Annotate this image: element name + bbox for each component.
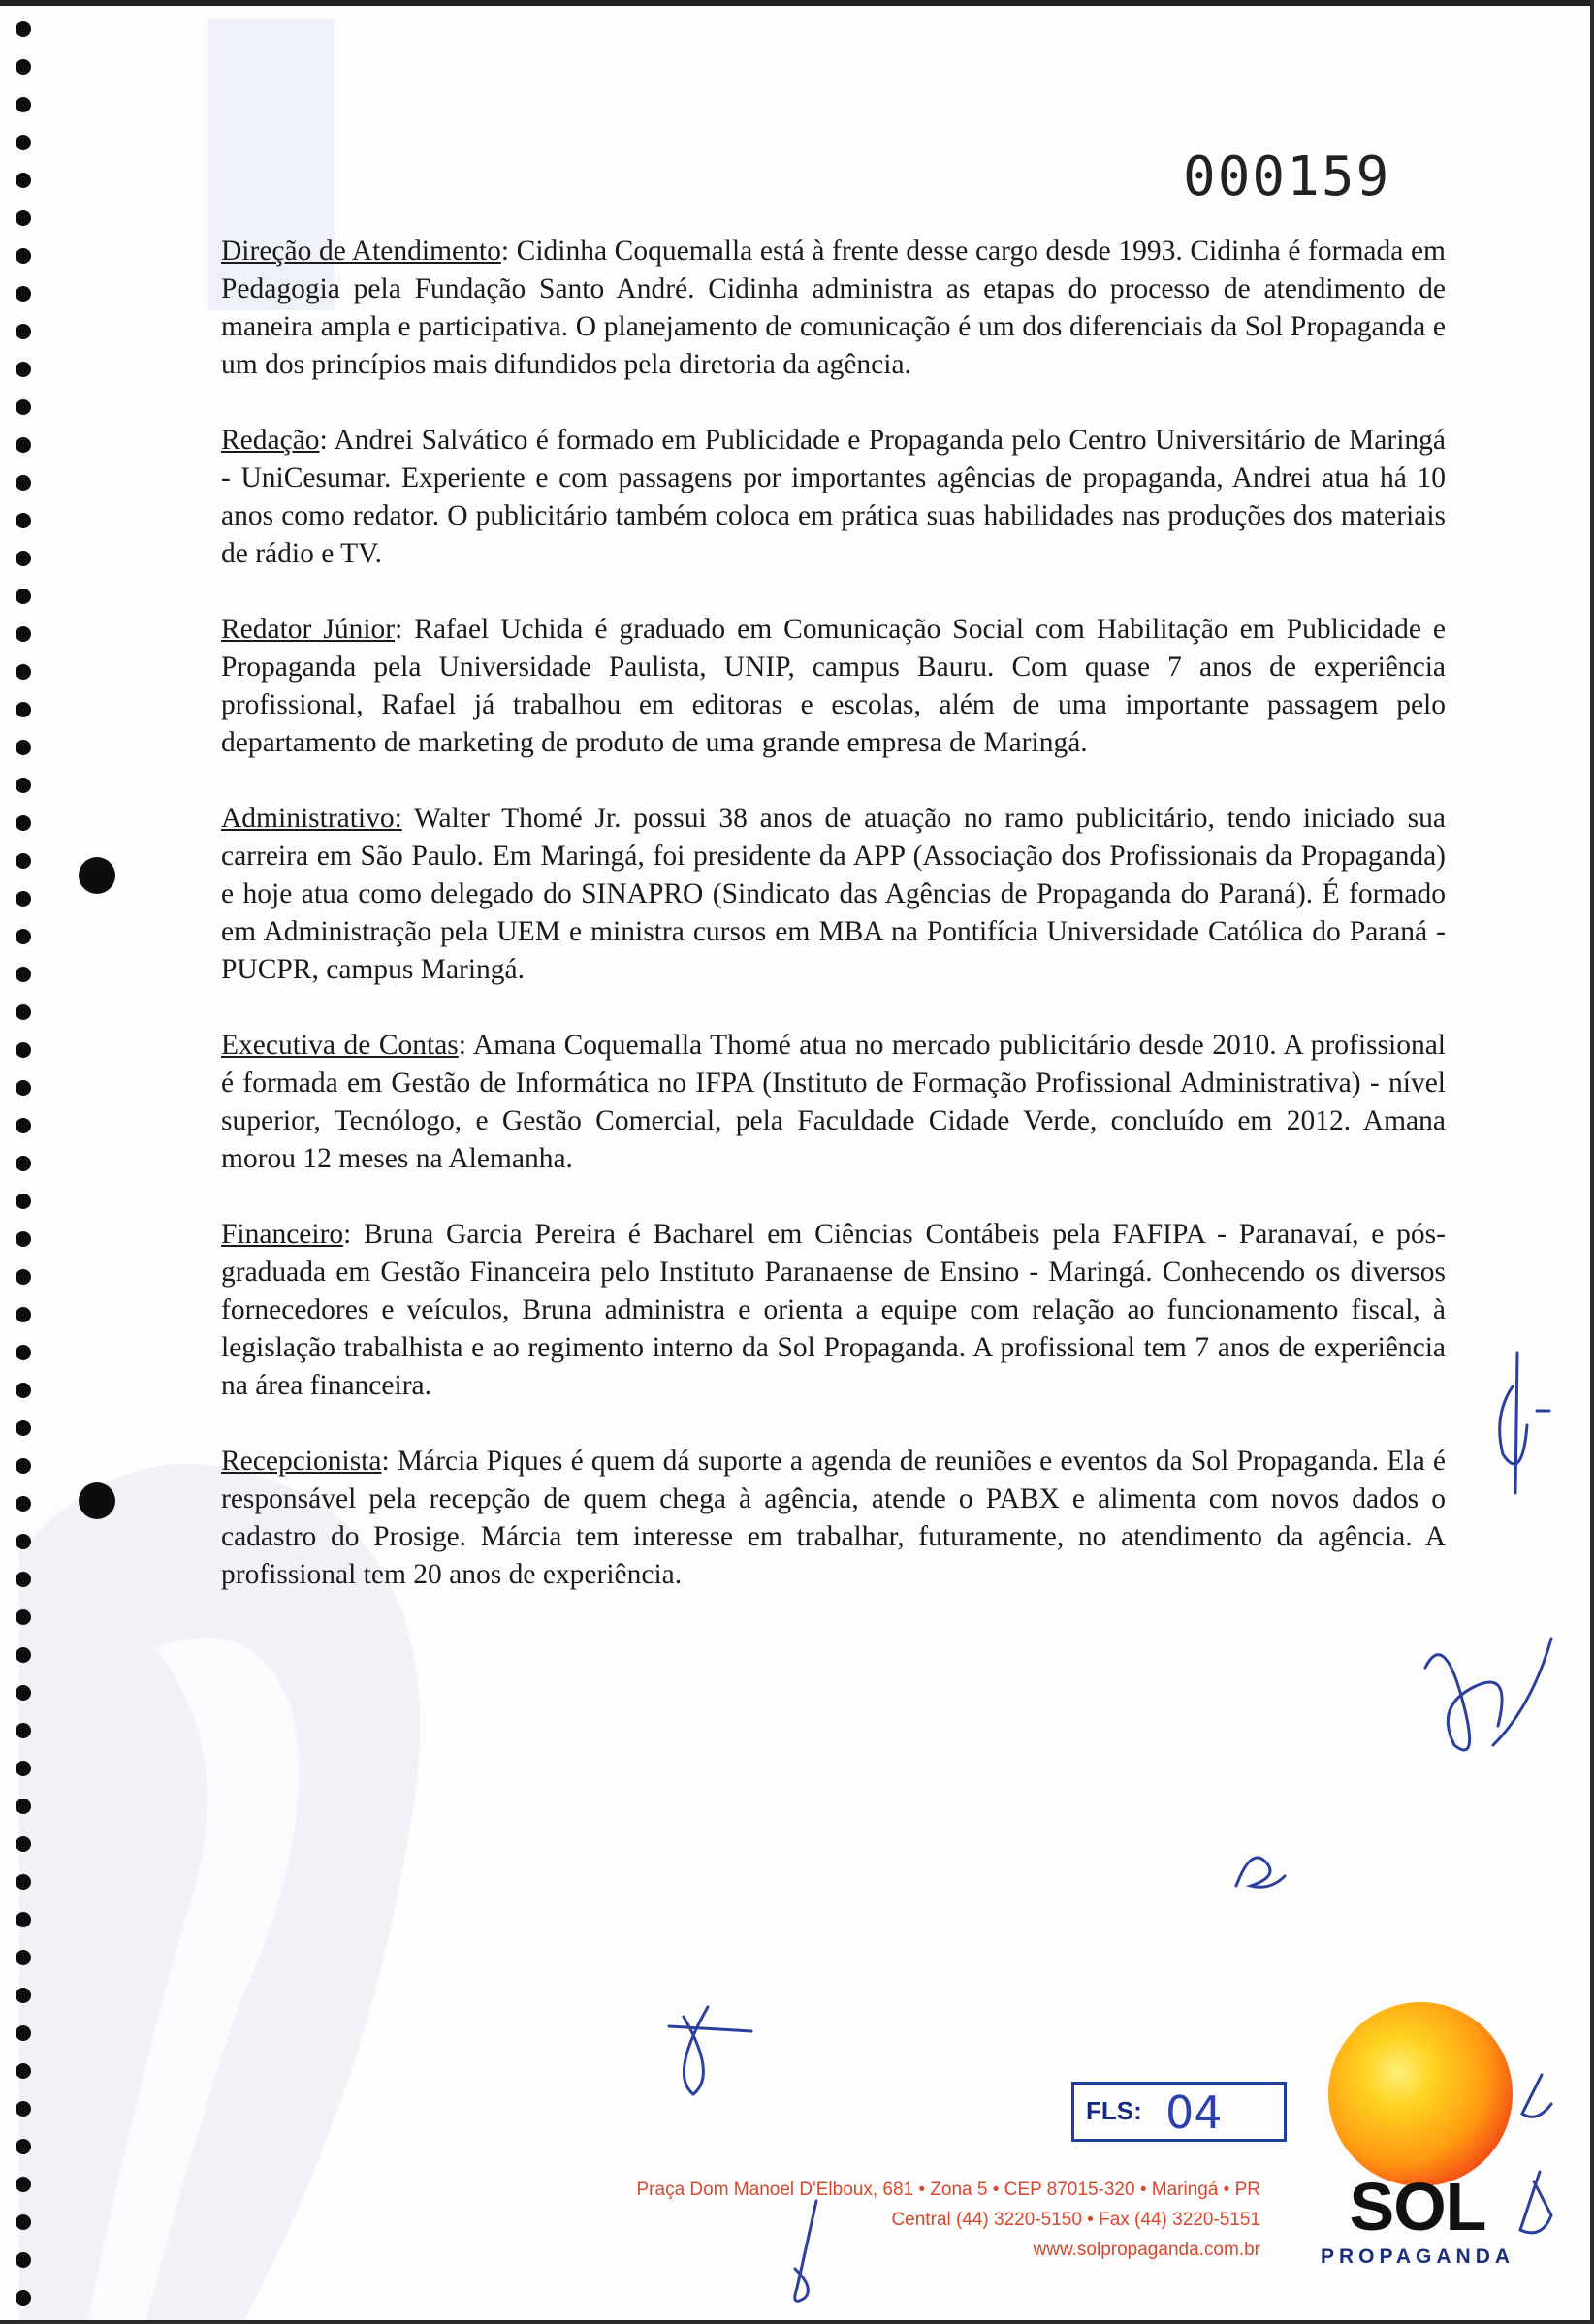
paragraph-label: Direção de Atendimento bbox=[221, 236, 501, 267]
paragraph-label: Recepcionista bbox=[221, 1446, 382, 1477]
paragraph-text: : Cidinha Coquemalla está à frente desse cargo desde 1993. Cidinha é formada em Pedagogia pela Fundação Santo André. Cidinha administra as etapas do processo de atendimento de maneira ampla e participativa. O planejamento de comunicação é um dos diferenciais da Sol Propaganda e um dos princípios mais difundidos pela diretoria da agência. bbox=[221, 236, 1446, 380]
binding-hole bbox=[16, 1231, 31, 1247]
binding-hole bbox=[16, 1647, 31, 1663]
binding-hole bbox=[16, 551, 31, 566]
paragraph-text: : Rafael Uchida é graduado em Comunicação Social com Habilitação em Publicidade e Propaganda pela Universidade Paulista, UNIP, campus Bauru. Com quase 7 anos de experiência profissional, Rafael já trabalhou em editoras e escolas, além de uma importante passagem pelo departamento de marketing de produto de uma grande empresa de Maringá. bbox=[221, 614, 1447, 758]
binding-hole bbox=[16, 891, 31, 907]
binding-hole bbox=[16, 1836, 31, 1852]
binding-hole bbox=[16, 1874, 31, 1890]
binding-hole bbox=[16, 967, 31, 982]
binding-hole bbox=[16, 589, 31, 604]
binding-hole bbox=[16, 475, 31, 491]
binding-hole bbox=[16, 929, 31, 944]
binding-hole bbox=[16, 1156, 31, 1171]
paragraph-executiva-contas bbox=[221, 1027, 1446, 1178]
binding-hole bbox=[16, 2214, 31, 2230]
paragraph-financeiro bbox=[221, 1216, 1446, 1405]
paragraph-label: Redação bbox=[221, 425, 320, 456]
binding-hole bbox=[16, 2025, 31, 2041]
binding-hole bbox=[16, 1609, 31, 1625]
binding-hole bbox=[16, 324, 31, 339]
binding-hole-large bbox=[79, 1482, 115, 1519]
paragraph-label: Executiva de Contas bbox=[221, 1030, 459, 1061]
binding-hole-large bbox=[79, 857, 115, 894]
scan-edge-right bbox=[1590, 0, 1594, 2324]
logo-wordmark: SOL bbox=[1349, 2169, 1486, 2244]
paragraph-text: Walter Thomé Jr. possui 38 anos de atuação no ramo publicitário, tendo iniciado sua carreira em São Paulo. Em Maringá, foi presidente da APP (Associação dos Profissionais da Propaganda) e hoje atua como delegado do SINAPRO (Sindicato das Agências de Propaganda do Paraná). É formado em Administração pela UEM e ministra cursos em MBA na Pontifícia Universidade Católica do Paraná - PUCPR, campus Maringá. bbox=[221, 803, 1446, 985]
binding-hole bbox=[16, 1345, 31, 1360]
binding-hole bbox=[16, 1004, 31, 1020]
binding-hole bbox=[16, 437, 31, 453]
binding-hole bbox=[16, 2063, 31, 2079]
binding-hole bbox=[16, 702, 31, 717]
binding-hole bbox=[16, 1194, 31, 1209]
binding-hole bbox=[16, 2290, 31, 2306]
binding-hole bbox=[16, 2252, 31, 2268]
binding-hole bbox=[16, 1723, 31, 1738]
fls-page-number: 04 bbox=[1165, 2086, 1223, 2139]
footer-address: Praça Dom Manoel D'Elboux, 681 • Zona 5 • CEP 87015-320 • Maringá • PR bbox=[636, 2180, 1260, 2200]
binding-hole bbox=[16, 1420, 31, 1436]
paragraph-text: : Amana Coquemalla Thomé atua no mercado publicitário desde 2010. A profissional é formada em Gestão de Informática no IFPA (Instituto de Formação Profissional Administrativa) - nível superior, Tecnólogo, e Gestão Comercial, pela Faculdade Cidade Verde, concluído em 2012. Amana morou 12 meses na Alemanha. bbox=[221, 1030, 1446, 1174]
binding-hole bbox=[16, 740, 31, 755]
binding-hole bbox=[16, 513, 31, 528]
binding-hole bbox=[16, 2139, 31, 2154]
binding-hole bbox=[16, 59, 31, 75]
binding-hole bbox=[16, 399, 31, 415]
paragraph-redacao bbox=[221, 422, 1446, 573]
binding-holes bbox=[0, 0, 194, 2324]
paragraph-text: : Bruna Garcia Pereira é Bacharel em Ciências Contábeis pela FAFIPA - Paranavaí, e pós-graduada em Gestão Financeira pelo Instituto Paranaense de Ensino - Maringá. Conhecendo os diversos fornecedores e veículos, Bruna administra e orienta a equipe com relação ao funcionamento fiscal, à legislação trabalhista e ao regimento interno da Sol Propaganda. A profissional tem 7 anos de experiência na área financeira. bbox=[221, 1219, 1446, 1401]
binding-hole bbox=[16, 1761, 31, 1776]
binding-hole bbox=[16, 2101, 31, 2117]
binding-hole bbox=[16, 1912, 31, 1927]
binding-hole bbox=[16, 21, 31, 37]
binding-hole bbox=[16, 2177, 31, 2192]
logo-tagline: PROPAGANDA bbox=[1320, 2245, 1515, 2268]
paragraph-text: : Márcia Piques é quem dá suporte a agenda de reuniões e eventos da Sol Propaganda. Ela é responsável pela recepção de quem chega à agência, atende o PABX e alimenta com novos dados o cadastro do Prosige. Márcia tem interesse em trabalhar, futuramente, no atendimento da agência. A profissional tem 20 anos de experiência. bbox=[221, 1446, 1446, 1590]
binding-hole bbox=[16, 778, 31, 793]
binding-hole bbox=[16, 1307, 31, 1322]
binding-hole bbox=[16, 1042, 31, 1058]
footer-website: www.solpropaganda.com.br bbox=[1033, 2240, 1260, 2260]
binding-hole bbox=[16, 1534, 31, 1549]
binding-hole bbox=[16, 853, 31, 869]
binding-hole bbox=[16, 1118, 31, 1133]
binding-hole bbox=[16, 664, 31, 680]
binding-hole bbox=[16, 286, 31, 302]
paragraph-label: Redator Júnior bbox=[221, 614, 396, 645]
binding-hole bbox=[16, 1572, 31, 1587]
scan-edge-bottom bbox=[0, 2320, 1594, 2324]
binding-hole bbox=[16, 1080, 31, 1096]
footer-address-block bbox=[543, 2175, 1260, 2265]
binding-hole bbox=[16, 1799, 31, 1814]
fls-stamp bbox=[1071, 2082, 1287, 2142]
binding-hole bbox=[16, 1383, 31, 1398]
binding-hole bbox=[16, 1496, 31, 1512]
document-number: 000159 bbox=[1183, 145, 1391, 208]
paragraph-text: : Andrei Salvático é formado em Publicidade e Propaganda pelo Centro Universitário de Maringá - UniCesumar. Experiente e com passagens por importantes agências de propaganda, Andrei atua há 10 anos como redator. O publicitário também coloca em prática suas habilidades nas produções dos materiais de rádio e TV. bbox=[221, 425, 1446, 569]
paragraph-direcao-atendimento bbox=[221, 233, 1446, 384]
fls-label: FLS: bbox=[1086, 2096, 1142, 2125]
paragraph-label: Administrativo: bbox=[221, 803, 402, 834]
paragraph-recepcionista bbox=[221, 1443, 1446, 1594]
footer-phones: Central (44) 3220-5150 • Fax (44) 3220-5151 bbox=[891, 2210, 1260, 2230]
paragraph-redator-junior bbox=[221, 611, 1446, 762]
binding-hole bbox=[16, 135, 31, 150]
document-body bbox=[221, 233, 1446, 1632]
binding-hole bbox=[16, 248, 31, 264]
binding-hole bbox=[16, 1269, 31, 1285]
paragraph-label: Financeiro bbox=[221, 1219, 344, 1250]
binding-hole bbox=[16, 97, 31, 112]
binding-hole bbox=[16, 210, 31, 226]
binding-hole bbox=[16, 1458, 31, 1474]
scan-edge-top bbox=[0, 0, 1594, 6]
binding-hole bbox=[16, 1988, 31, 2003]
binding-hole bbox=[16, 626, 31, 642]
paragraph-administrativo bbox=[221, 800, 1446, 989]
binding-hole bbox=[16, 1685, 31, 1701]
sun-logo-icon bbox=[1328, 2002, 1513, 2186]
binding-hole bbox=[16, 815, 31, 831]
binding-hole bbox=[16, 173, 31, 188]
binding-hole bbox=[16, 362, 31, 377]
binding-hole bbox=[16, 1950, 31, 1965]
